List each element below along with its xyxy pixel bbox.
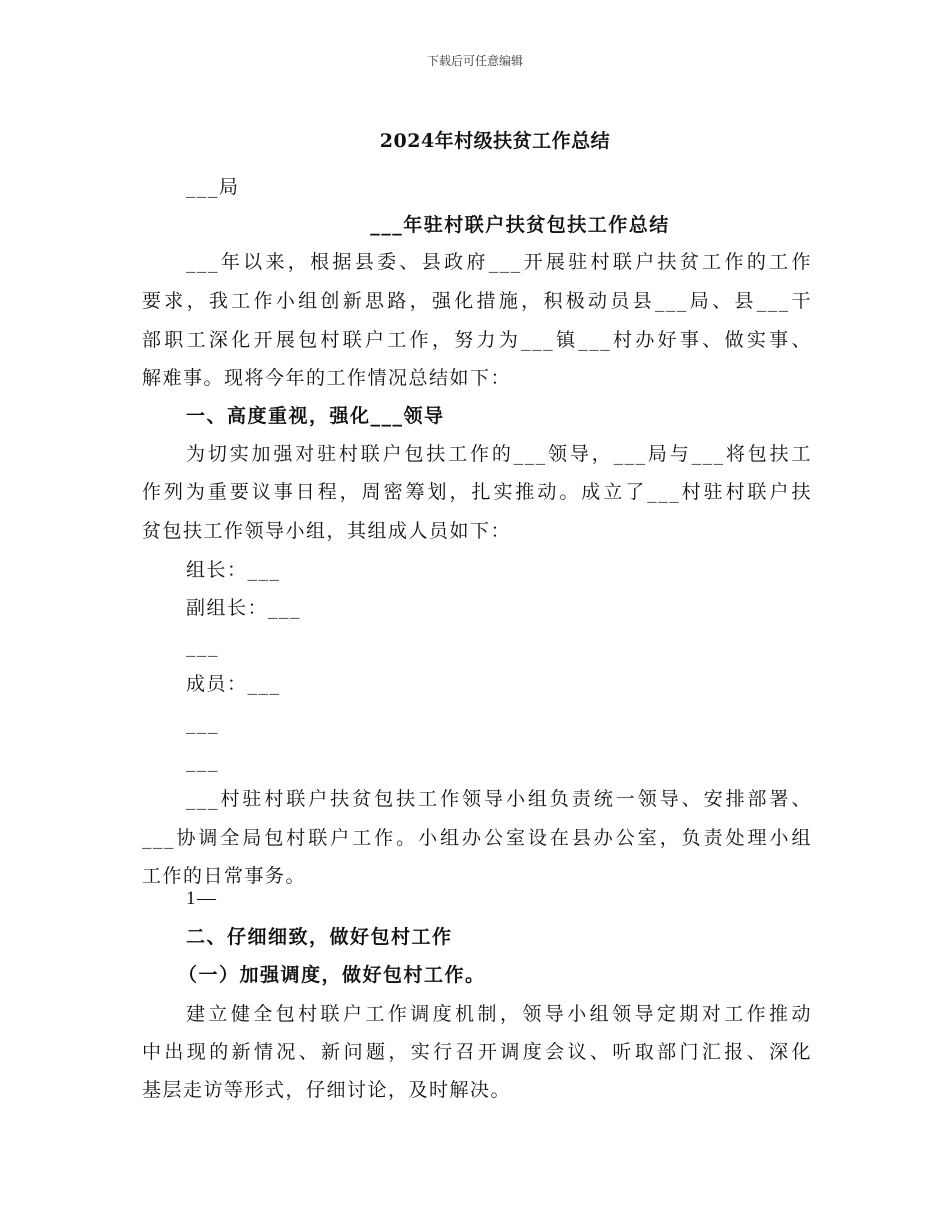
paragraph-line: 作列为重要议事日程，周密筹划，扎实推动。成立了___村驻村联户扶 [142,481,812,503]
subsection-heading: （一）加强调度，做好包村工作。 [178,964,486,986]
paragraph-line: 贫包扶工作领导小组，其组成人员如下： [142,520,512,542]
paragraph-line: 基层走访等形式，仔细讨论，及时解决。 [142,1079,512,1101]
page-number: 1— [186,888,218,909]
header-note: 下载后可任意编辑 [426,54,523,68]
member-line: ___ [186,712,219,734]
paragraph-line: ___年以来，根据县委、县政府___开展驻村联户扶贫工作的工作 [186,251,812,273]
document-title: 2024年村级扶贫工作总结 [379,130,611,152]
paragraph-line: 要求，我工作小组创新思路，强化措施，积极动员县___局、县___干 [142,290,812,312]
section-heading-2: 二、仔细细致，做好包村工作 [186,926,453,948]
paragraph-line: 为切实加强对驻村联户包扶工作的___领导，___局与___将包扶工 [186,443,812,465]
paragraph-line: 部职工深化开展包村联户工作，努力为___镇___村办好事、做实事、 [142,329,812,351]
paragraph-line: 中出现的新情况、新问题，实行召开调度会议、听取部门汇报、深化 [142,1041,812,1063]
member-line: 副组长：___ [186,597,302,619]
member-line: ___ [186,635,219,657]
member-line: 组长：___ [186,559,281,581]
paragraph-line: 解难事。现将今年的工作情况总结如下： [142,367,512,389]
subtitle: ___年驻村联户扶贫包扶工作总结 [370,214,670,236]
section-heading-1: 一、高度重视，强化___领导 [186,405,445,427]
member-line: ___ [186,750,219,772]
paragraph-line: ___村驻村联户扶贫包扶工作领导小组负责统一领导、安排部署、 [186,788,812,810]
member-line: 成员：___ [186,673,281,695]
paragraph-line: 建立健全包村联户工作调度机制，领导小组领导定期对工作推动 [186,1003,812,1025]
paragraph-line: ___协调全局包村联户工作。小组办公室设在县办公室，负责处理小组 [142,827,812,849]
paragraph-line: 工作的日常事务。 [142,865,307,887]
department-line: ___局 [186,176,240,198]
